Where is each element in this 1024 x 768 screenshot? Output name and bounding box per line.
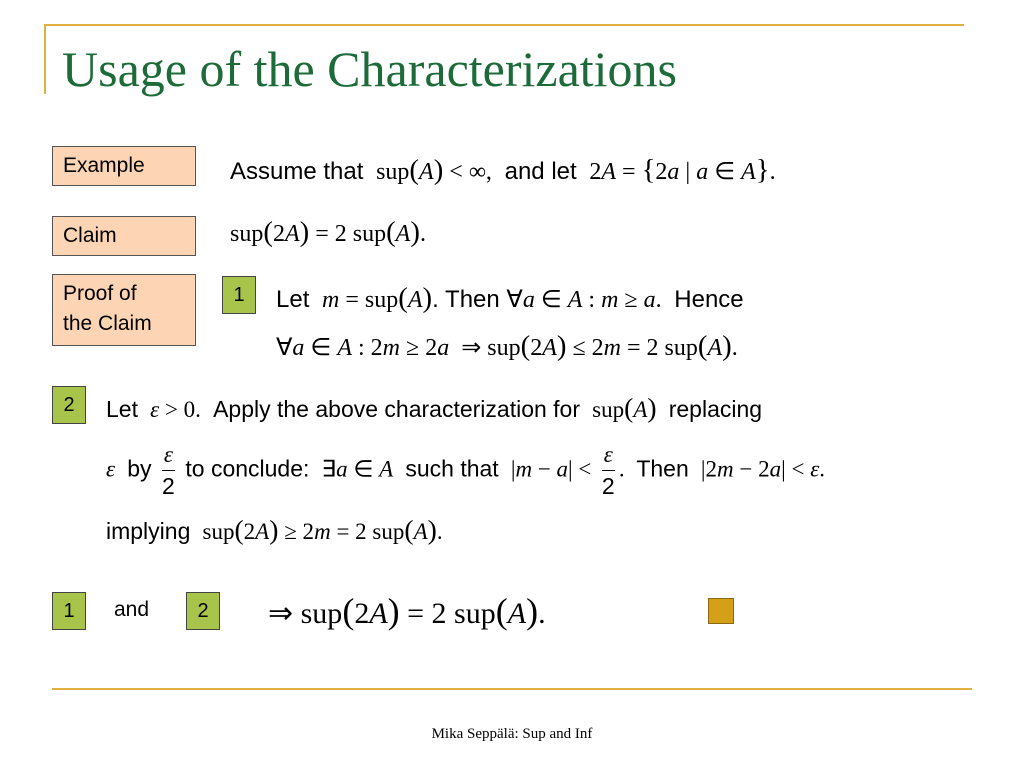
conclusion-statement: ⇒ sup(2A) = 2 sup(A). (268, 591, 546, 631)
footer: Mika Seppälä: Sup and Inf (431, 726, 593, 742)
conclusion-and: and (114, 598, 150, 621)
step-1-badge: 1 (222, 276, 256, 314)
conclusion-badge-2: 2 (186, 592, 220, 630)
step-2-let: Let (106, 396, 138, 422)
step-2-math-c: ∃a ∈ A (315, 456, 394, 482)
step-1-math-b: ∀a ∈ A : m ≥ a. (506, 287, 668, 313)
left-rule (44, 24, 46, 94)
step-2-then: Then (636, 455, 689, 482)
step-2-math-b: sup(A) (586, 392, 657, 423)
eps-over-2-fraction-2: $\frac{\varepsilon}{2}$ (601, 442, 615, 499)
step-1-then: . Then (432, 286, 500, 313)
claim-statement: sup(2A) = 2 sup(A). (230, 216, 426, 248)
step-2-eps: ε (106, 456, 116, 482)
step-2-math-f: sup(2A) ≥ 2m = 2 sup(A). (196, 514, 443, 545)
step-2-such-that: such that (405, 455, 499, 482)
qed-box (708, 598, 734, 624)
step-2-math-d: |m − a| < (505, 456, 592, 482)
step-2-apply: Apply the above characterization for (213, 396, 581, 422)
eps-over-2-fraction: $\frac{\varepsilon}{2}$ (162, 442, 175, 499)
proof-tag-line1: Proof of (63, 282, 137, 305)
step-2-math-a: ε > 0. (150, 397, 207, 422)
step-1-line-2: ∀a ∈ A : 2m ≥ 2a ⇒ sup(2A) ≤ 2m = 2 sup(A). (276, 330, 738, 362)
step-2-line-1 (106, 392, 762, 424)
step-1-hence: Hence (674, 286, 744, 313)
example-math-2: 2A = {2a | a ∈ A}. (583, 154, 776, 186)
step-2-by: by (127, 455, 152, 482)
example-statement (230, 154, 776, 187)
step-1-line-1 (276, 282, 744, 315)
bottom-rule (52, 688, 972, 690)
step-1-let: Let (276, 286, 310, 313)
step-2-line-3 (106, 514, 443, 546)
step-2-implying: implying (106, 518, 191, 544)
step-1-math-a: m = sup(A) (322, 282, 433, 314)
step-2-replacing: replacing (668, 396, 763, 422)
proof-tag-line2: the Claim (63, 312, 152, 335)
step-2-conclude: to conclude: (185, 455, 310, 482)
period: . (618, 456, 631, 482)
claim-tag: Claim (52, 216, 196, 256)
conclusion-badge-1: 1 (52, 592, 86, 630)
example-text-2: and let (504, 158, 577, 185)
step-2-math-e: |2m − 2a| < ε. (695, 456, 826, 482)
example-text-1: Assume that (230, 158, 364, 185)
example-math-1: sup(A) < ∞, (370, 154, 498, 186)
example-tag: Example (52, 146, 196, 186)
step-2-line-2 (106, 440, 825, 501)
proof-tag (52, 274, 196, 346)
top-rule (44, 24, 964, 26)
step-2-badge: 2 (52, 386, 86, 424)
slide-title: Usage of the Characterizations (62, 41, 678, 97)
